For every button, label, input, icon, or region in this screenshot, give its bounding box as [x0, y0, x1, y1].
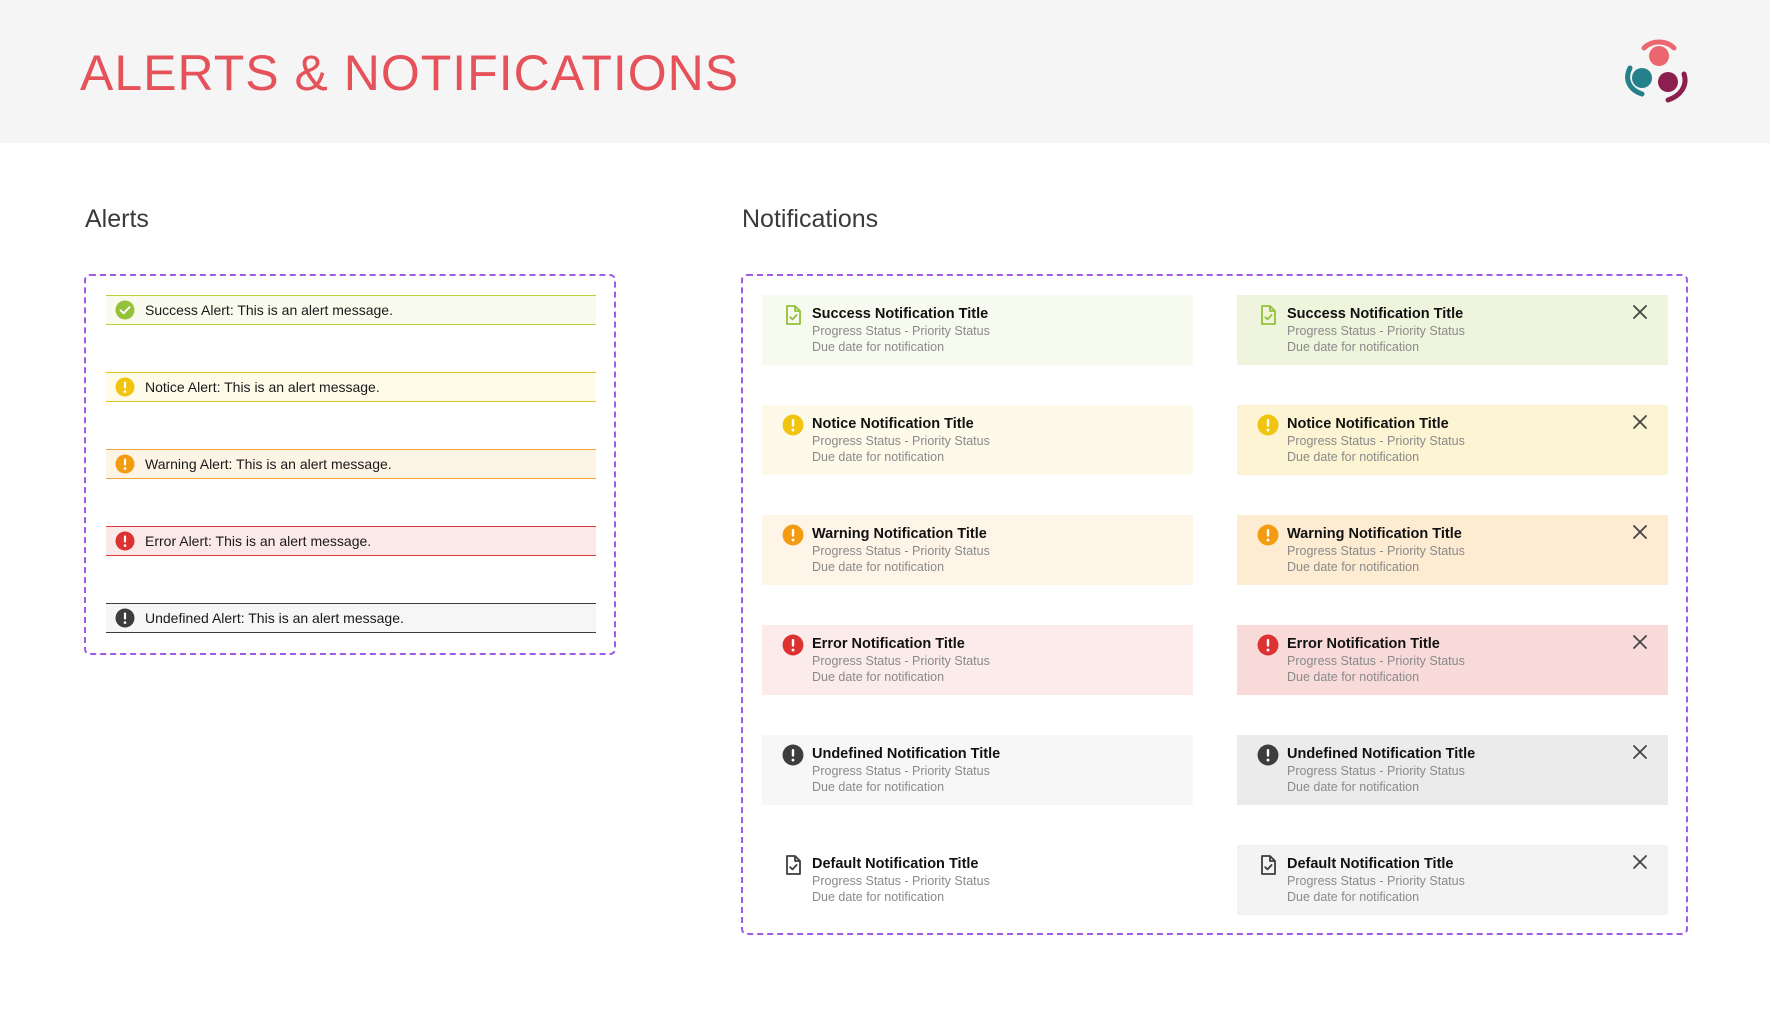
- notification-status: Progress Status - Priority Status: [1287, 764, 1465, 778]
- notification-due-date: Due date for notification: [1287, 340, 1420, 354]
- alert-message: Warning Alert: This is an alert message.: [145, 456, 392, 472]
- warning-alert: [106, 449, 596, 479]
- notification-title: Error Notification Title: [812, 636, 965, 652]
- notification-due-date: Due date for notification: [812, 890, 945, 904]
- notification-status: Progress Status - Priority Status: [1287, 874, 1465, 888]
- close-icon[interactable]: [1630, 742, 1650, 762]
- error-notification[interactable]: [762, 625, 1193, 695]
- notifications-section-title: Notifications: [742, 205, 879, 233]
- close-icon[interactable]: [1630, 852, 1650, 872]
- exclamation-circle-icon: [782, 744, 804, 766]
- document-check-icon: [1257, 304, 1279, 326]
- success-alert: [106, 295, 596, 325]
- error-notification-dismissible[interactable]: [1237, 625, 1668, 695]
- notification-due-date: Due date for notification: [1287, 670, 1420, 684]
- notification-due-date: Due date for notification: [1287, 890, 1420, 904]
- notification-title: Default Notification Title: [1287, 856, 1454, 872]
- close-icon[interactable]: [1630, 522, 1650, 542]
- success-notification[interactable]: [762, 295, 1193, 365]
- alert-message: Error Alert: This is an alert message.: [145, 533, 372, 549]
- notification-due-date: Due date for notification: [812, 450, 945, 464]
- document-check-icon: [782, 304, 804, 326]
- warning-notification-dismissible[interactable]: [1237, 515, 1668, 585]
- check-circle-icon: [115, 300, 135, 320]
- brand-logo: [1622, 38, 1694, 106]
- document-check-icon: [1257, 854, 1279, 876]
- exclamation-circle-icon: [782, 524, 804, 546]
- close-icon[interactable]: [1630, 412, 1650, 432]
- error-alert: [106, 526, 596, 556]
- exclamation-circle-icon: [782, 414, 804, 436]
- undefined-notification[interactable]: [762, 735, 1193, 805]
- notification-title: Undefined Notification Title: [812, 746, 1001, 762]
- notification-status: Progress Status - Priority Status: [812, 874, 990, 888]
- notification-title: Notice Notification Title: [1287, 416, 1449, 432]
- exclamation-circle-icon: [1257, 634, 1279, 656]
- notification-status: Progress Status - Priority Status: [1287, 434, 1465, 448]
- notice-notification[interactable]: [762, 405, 1193, 475]
- notifications-container: [741, 274, 1688, 935]
- notification-title: Warning Notification Title: [1287, 526, 1462, 542]
- notification-title: Notice Notification Title: [812, 416, 974, 432]
- alerts-section-title: Alerts: [85, 205, 149, 233]
- warning-notification[interactable]: [762, 515, 1193, 585]
- notice-alert: [106, 372, 596, 402]
- exclamation-circle-icon: [115, 531, 135, 551]
- document-check-icon: [782, 854, 804, 876]
- exclamation-circle-icon: [115, 608, 135, 628]
- notification-due-date: Due date for notification: [1287, 450, 1420, 464]
- exclamation-circle-icon: [1257, 414, 1279, 436]
- exclamation-circle-icon: [1257, 524, 1279, 546]
- notification-title: Default Notification Title: [812, 856, 979, 872]
- notification-due-date: Due date for notification: [1287, 560, 1420, 574]
- notification-status: Progress Status - Priority Status: [1287, 654, 1465, 668]
- close-icon[interactable]: [1630, 302, 1650, 322]
- notification-due-date: Due date for notification: [812, 780, 945, 794]
- notification-due-date: Due date for notification: [812, 670, 945, 684]
- notification-status: Progress Status - Priority Status: [1287, 324, 1465, 338]
- success-notification-dismissible[interactable]: [1237, 295, 1668, 365]
- undefined-notification-dismissible[interactable]: [1237, 735, 1668, 805]
- notification-title: Undefined Notification Title: [1287, 746, 1476, 762]
- undefined-alert: [106, 603, 596, 633]
- notification-status: Progress Status - Priority Status: [812, 654, 990, 668]
- notification-title: Success Notification Title: [1287, 306, 1464, 322]
- notification-due-date: Due date for notification: [1287, 780, 1420, 794]
- page-header: [0, 0, 1770, 143]
- notification-title: Error Notification Title: [1287, 636, 1440, 652]
- notification-status: Progress Status - Priority Status: [1287, 544, 1465, 558]
- notification-status: Progress Status - Priority Status: [812, 434, 990, 448]
- alerts-container: [84, 274, 616, 655]
- exclamation-circle-icon: [115, 377, 135, 397]
- page-title: ALERTS & NOTIFICATIONS: [80, 45, 740, 101]
- default-notification[interactable]: [762, 845, 1193, 915]
- notification-due-date: Due date for notification: [812, 340, 945, 354]
- notification-due-date: Due date for notification: [812, 560, 945, 574]
- exclamation-circle-icon: [782, 634, 804, 656]
- default-notification-dismissible[interactable]: [1237, 845, 1668, 915]
- notification-title: Warning Notification Title: [812, 526, 987, 542]
- alert-message: Undefined Alert: This is an alert message.: [145, 610, 404, 626]
- notification-status: Progress Status - Priority Status: [812, 544, 990, 558]
- exclamation-circle-icon: [1257, 744, 1279, 766]
- notification-status: Progress Status - Priority Status: [812, 764, 990, 778]
- notice-notification-dismissible[interactable]: [1237, 405, 1668, 475]
- notification-title: Success Notification Title: [812, 306, 989, 322]
- alert-message: Success Alert: This is an alert message.: [145, 302, 393, 318]
- exclamation-circle-icon: [115, 454, 135, 474]
- close-icon[interactable]: [1630, 632, 1650, 652]
- alert-message: Notice Alert: This is an alert message.: [145, 379, 380, 395]
- notification-status: Progress Status - Priority Status: [812, 324, 990, 338]
